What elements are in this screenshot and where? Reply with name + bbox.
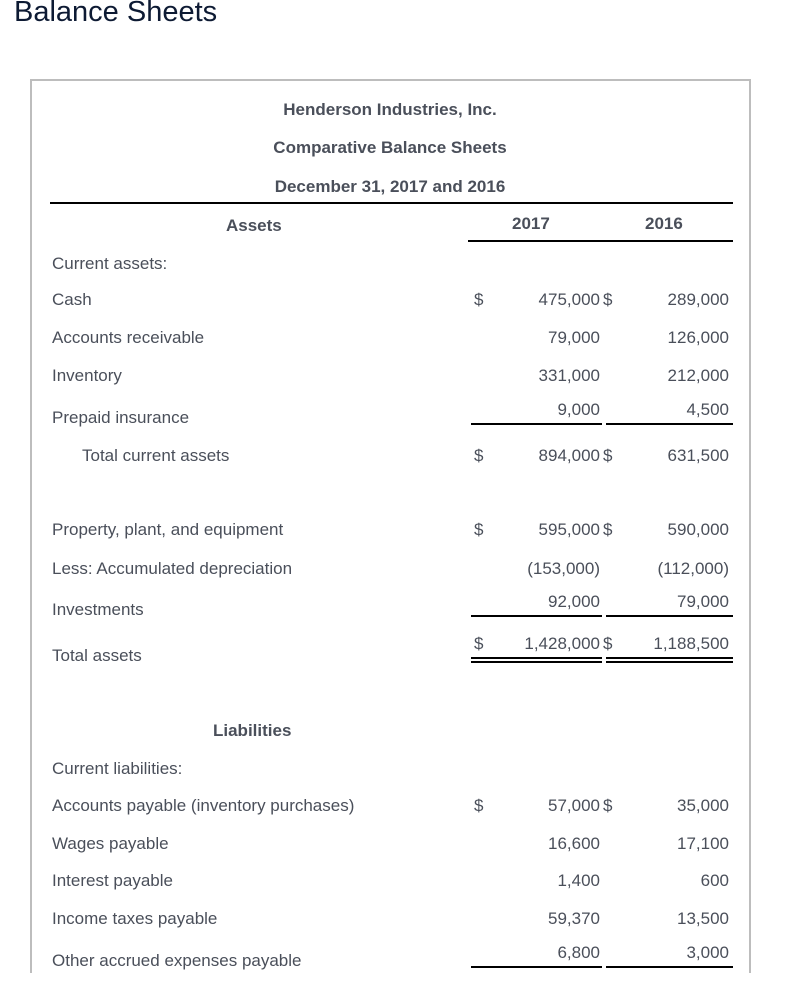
double-underline-2017 xyxy=(471,661,602,663)
currency-symbol-2017: $ xyxy=(474,796,484,815)
currency-symbol-2016: $ xyxy=(603,446,613,465)
value-2016: 79,000 xyxy=(677,592,729,611)
row-label: Income taxes payable xyxy=(52,909,218,928)
year-2016-header: 2016 xyxy=(645,214,683,233)
value-2016: 590,000 xyxy=(667,520,729,539)
year-2017-header: 2017 xyxy=(512,214,550,233)
row-label: Interest payable xyxy=(52,871,173,890)
row-label: Investments xyxy=(52,600,144,619)
value-2017: 1,428,000 xyxy=(524,634,600,653)
value-2017: 475,000 xyxy=(538,290,600,309)
underline-2016 xyxy=(606,615,733,617)
currency-symbol-2016: $ xyxy=(603,634,613,653)
underline-2016 xyxy=(606,423,733,425)
currency-symbol-2016: $ xyxy=(603,290,613,309)
row-label: Property, plant, and equipment xyxy=(52,520,284,539)
value-2016: 3,000 xyxy=(686,943,729,962)
value-2016: 4,500 xyxy=(686,400,729,419)
currency-symbol-2017: $ xyxy=(474,446,484,465)
row-label: Current liabilities: xyxy=(52,759,183,778)
value-2017: 9,000 xyxy=(557,400,600,419)
row-label: Wages payable xyxy=(52,834,169,853)
value-2016: 35,000 xyxy=(677,796,729,815)
value-2016: 17,100 xyxy=(677,834,729,853)
underline-2016 xyxy=(606,966,733,968)
value-2017: 595,000 xyxy=(538,520,600,539)
value-2016: 126,000 xyxy=(667,328,729,347)
statement-date: December 31, 2017 and 2016 xyxy=(274,177,506,196)
value-2017: 6,800 xyxy=(557,943,600,962)
currency-symbol-2017: $ xyxy=(474,520,484,539)
value-2017: 894,000 xyxy=(538,446,600,465)
row-label: Total assets xyxy=(52,646,142,665)
row-label: Less: Accumulated depreciation xyxy=(52,559,293,578)
row-label: Accounts payable (inventory purchases) xyxy=(52,796,355,815)
double-underline-2016 xyxy=(606,661,733,663)
value-2017: 59,370 xyxy=(548,909,600,928)
value-2016: (112,000) xyxy=(657,559,729,578)
value-2016: 600 xyxy=(700,871,729,890)
row-label: Cash xyxy=(52,290,92,309)
value-2016: 212,000 xyxy=(667,366,729,385)
value-2016: 13,500 xyxy=(677,909,729,928)
currency-symbol-2017: $ xyxy=(474,290,484,309)
value-2017: 331,000 xyxy=(538,366,600,385)
underline-2017 xyxy=(471,423,602,425)
company-name: Henderson Industries, Inc. xyxy=(283,100,497,119)
currency-symbol-2016: $ xyxy=(603,796,613,815)
liabilities-header: Liabilities xyxy=(213,721,292,740)
row-label: Accounts receivable xyxy=(52,328,205,347)
row-label: Inventory xyxy=(52,366,122,385)
value-2016: 1,188,500 xyxy=(653,634,729,653)
assets-header: Assets xyxy=(226,216,282,235)
value-2017: 92,000 xyxy=(548,592,600,611)
value-2017: 79,000 xyxy=(548,328,600,347)
underline-2017 xyxy=(471,966,602,968)
header-rule xyxy=(50,202,733,204)
value-2016: 289,000 xyxy=(667,290,729,309)
row-label: Current assets: xyxy=(52,254,168,273)
underline-2017 xyxy=(471,657,602,659)
row-label: Total current assets xyxy=(82,446,230,465)
value-2017: 1,400 xyxy=(557,871,600,890)
year-header-rule xyxy=(468,240,733,242)
page-title: Balance Sheets xyxy=(14,0,218,28)
value-2017: 57,000 xyxy=(548,796,600,815)
value-2016: 631,500 xyxy=(667,446,729,465)
row-label: Other accrued expenses payable xyxy=(52,951,302,970)
statement-name: Comparative Balance Sheets xyxy=(273,138,507,157)
value-2017: (153,000) xyxy=(527,559,600,578)
underline-2017 xyxy=(471,615,602,617)
value-2017: 16,600 xyxy=(548,834,600,853)
currency-symbol-2016: $ xyxy=(603,520,613,539)
currency-symbol-2017: $ xyxy=(474,634,484,653)
row-label: Prepaid insurance xyxy=(52,408,190,427)
underline-2016 xyxy=(606,657,733,659)
